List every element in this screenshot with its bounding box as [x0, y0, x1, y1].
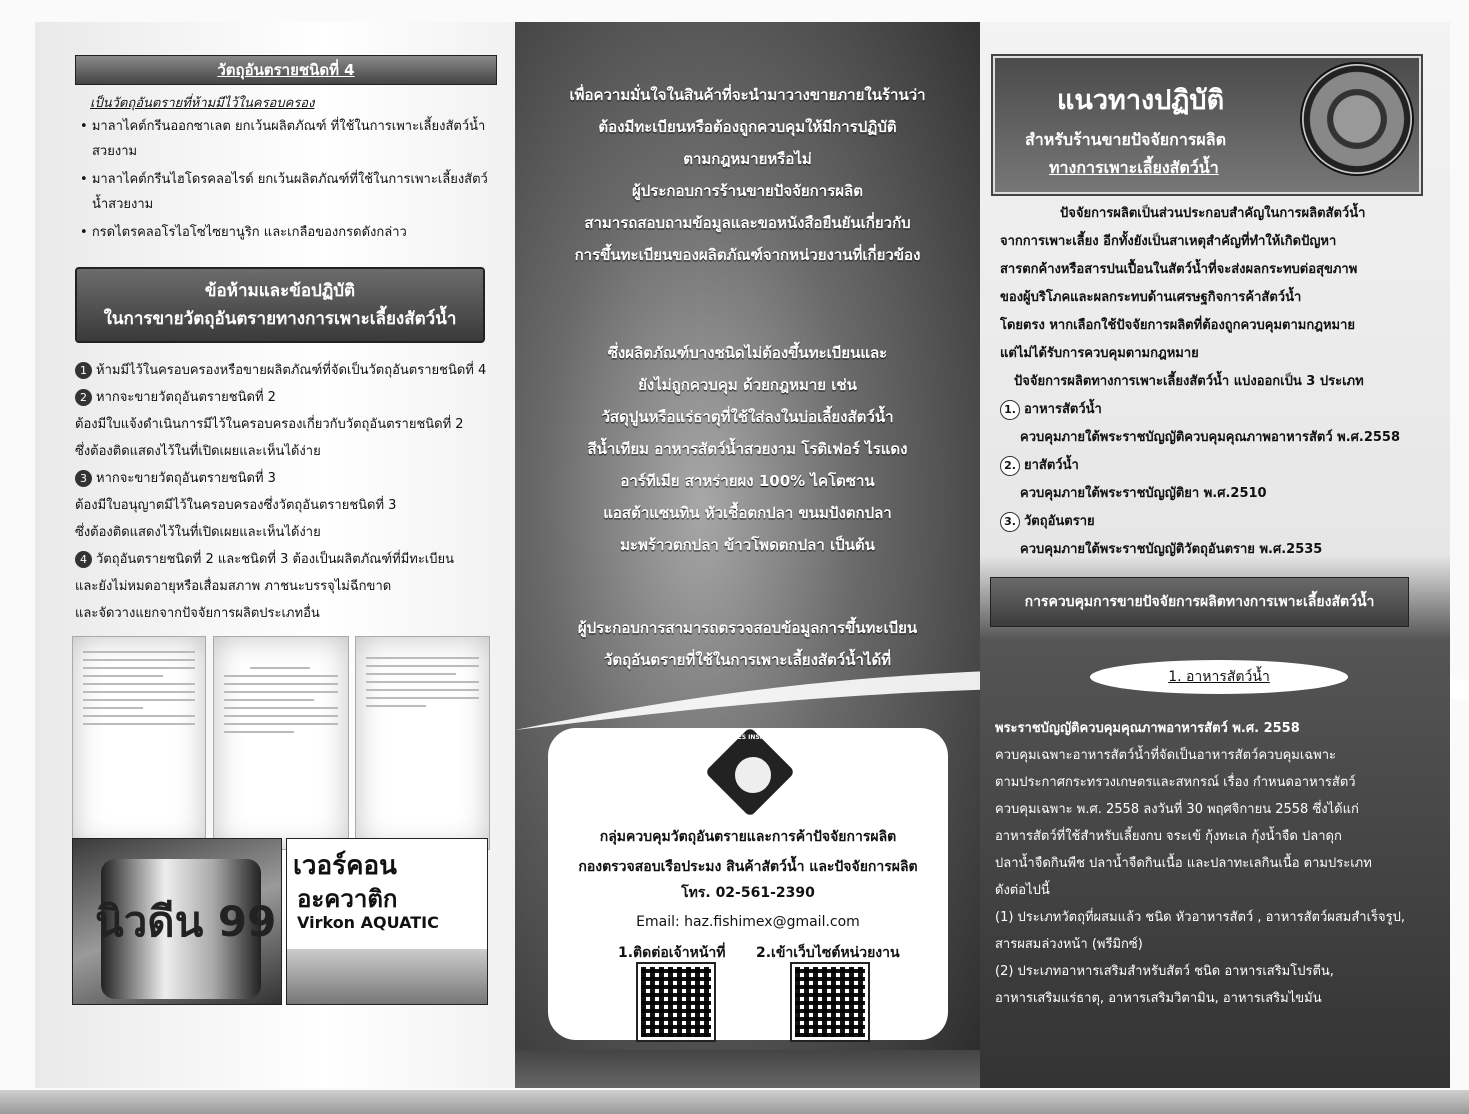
page-subtitle-1: สำหรับร้านขายปัจจัยการผลิต [1025, 130, 1226, 149]
product-photo-1 [72, 838, 282, 1005]
type-1-law: ควบคุมภายใต้พระราชบัญญัติควบคุมคุณภาพอาหารสัตว์ พ.ศ.2558 [1020, 430, 1401, 445]
product2-name-th: เวอร์คอน [293, 851, 397, 881]
rule-2: 2 หากจะขายวัตถุอันตรายชนิดที่ 2 [75, 384, 515, 411]
rules-heading-line2: ในการขายวัตถุอันตรายทางการเพาะเลี้ยงสัตว์น้ำ [103, 309, 457, 329]
type-3-law: ควบคุมภายใต้พระราชบัญญัติวัตถุอันตราย พ.ศ.2535 [1020, 542, 1323, 557]
qr1-label: 1.ติดต่อเจ้าหน้าที่ [618, 945, 726, 961]
hazard4-title: วัตถุอันตรายชนิดที่ 4 [75, 55, 497, 85]
middle-para-1: เพื่อความมั่นใจในสินค้าที่จะนำมาวางขายภายในร้านว่า ต้องมีทะเบียนหรือต้องถูกควบคุมให้มีการปฏิบัติ ตามกฎหมายหรือไม่ ผู้ประกอบการร้านขายปัจจัยการผลิต สามารถสอบถามข้อมูลและขอหนังสือยืนยันเกี่ยวกับ การขึ้นทะเบียนของผลิตภัณฑ์จากหน่วยงานที่เกี่ยวข้อง [569, 86, 926, 264]
badge-text: FISHERIES INSPECTION [710, 734, 790, 741]
org-line-1: กลุ่มควบคุมวัตถุอันตรายและการค้าปัจจัยการผลิต [599, 829, 897, 845]
feed-heading: 1. อาหารสัตว์น้ำ [1090, 660, 1348, 694]
contact-card [548, 728, 948, 1040]
hazard4-list [80, 114, 500, 248]
rule-4-line: และยังไม่หมดอายุหรือเสื่อมสภาพ ภาชนะบรรจุไม่ฉีกขาด [75, 579, 392, 594]
number-badge: 2 [75, 389, 92, 406]
rule-1: 1 ห้ามมีไว้ในครอบครองหรือขายผลิตภัณฑ์ที่จัดเป็นวัตถุอันตรายชนิดที่ 4 [75, 357, 515, 384]
rules-list [75, 357, 515, 627]
rule-4-line: และจัดวางแยกจากปัจจัยการผลิตประเภทอื่น [75, 606, 320, 621]
control-section-bar: การควบคุมการขายปัจจัยการผลิตทางการเพาะเลี้ยงสัตว์น้ำ [990, 577, 1409, 627]
middle-para-3: ผู้ประกอบการสามารถตรวจสอบข้อมูลการขึ้นทะเบียน วัตถุอันตรายที่ใช้ในการเพาะเลี้ยงสัตว์น้ำได้ที่ [577, 619, 918, 669]
rules-heading-line1: ข้อห้ามและข้อปฏิบัติ [204, 281, 356, 301]
list-item: • มาลาไคต์กรีนออกซาเลต ยกเว้นผลิตภัณฑ์ ที่ใช้ในการเพาะเลี้ยงสัตว์น้ำสวยงาม [80, 119, 486, 159]
document-image-1 [72, 636, 206, 850]
type-1: 1. อาหารสัตว์น้ำ [1000, 396, 1440, 424]
type-2-law: ควบคุมภายใต้พระราชบัญญัติยา พ.ศ.2510 [1020, 486, 1267, 501]
qr2-label: 2.เข้าเว็บไซต์หน่วยงาน [756, 945, 900, 961]
product2-name-en: Virkon AQUATIC [297, 913, 439, 932]
list-item: • กรดไตรคลอโรไอโซไซยานูริก และเกลือของกรดดังกล่าว [80, 225, 407, 240]
page-subtitle-2: ทางการเพาะเลี้ยงสัตว์น้ำ [1049, 158, 1219, 177]
org-line-2: กองตรวจสอบเรือประมง สินค้าสัตว์น้ำ และปัจจัยการผลิต [578, 859, 918, 875]
qr-code-website-icon[interactable] [792, 964, 868, 1040]
rule-4: 4 วัตถุอันตรายชนิดที่ 2 และชนิดที่ 3 ต้องเป็นผลิตภัณฑ์ที่มีทะเบียน [75, 546, 515, 573]
hazard4-subtitle: เป็นวัตถุอันตรายที่ห้ามมีไว้ในครอบครอง [90, 96, 315, 111]
rule-3-line: ต้องมีใบอนุญาตมีไว้ในครอบครองซึ่งวัตถุอันตรายชนิดที่ 3 [75, 498, 397, 513]
rule-3: 3 หากจะขายวัตถุอันตรายชนิดที่ 3 [75, 465, 515, 492]
page-shadow [0, 1090, 1469, 1114]
list-item: • มาลาไคต์กรีนไฮโดรคลอไรด์ ยกเว้นผลิตภัณฑ์ที่ใช้ในการเพาะเลี้ยงสัตว์น้ำสวยงาม [80, 172, 488, 212]
type-3: 3. วัตถุอันตราย [1000, 508, 1440, 536]
page-title: แนวทางปฏิบัติ [1057, 85, 1225, 116]
number-badge: 3 [75, 470, 92, 487]
number-badge: 4 [75, 551, 92, 568]
badge-emblem-icon [732, 754, 774, 796]
middle-para-2: ซึ่งผลิตภัณฑ์บางชนิดไม่ต้องขึ้นทะเบียนและ ยังไม่ถูกควบคุม ด้วยกฎหมาย เช่น วัสดุปูนหรือแร่ธาตุที่ใช้ใส่ลงในบ่อเลี้ยงสัตว์น้ำ สีน้ำเทียม อาหารสัตว์น้ำสวยงาม โรติเฟอร์ ไรแดง อาร์ทีเมีย สาหร่ายผง 100% ไคโตซาน แอสต้าแซนทิน หัวเชื้อตกปลา ขนมปังตกปลา มะพร้าวตกปลา ข้าวโพดตกปลา เป็นต้น [587, 344, 908, 554]
types-intro: ปัจจัยการผลิตทางการเพาะเลี้ยงสัตว์น้ำ แบ่งออกเป็น 3 ประเภท [1014, 374, 1364, 389]
phone: โทร. 02-561-2390 [681, 885, 815, 901]
rule-3-line: ซึ่งต้องติดแสดงไว้ในที่เปิดเผยและเห็นได้ง่าย [75, 525, 321, 540]
type-2: 2. ยาสัตว์น้ำ [1000, 452, 1440, 480]
document-image-2 [213, 636, 349, 850]
feed-paragraph: พระราชบัญญัติควบคุมคุณภาพอาหารสัตว์ พ.ศ. 2558 ควบคุมเฉพาะอาหารสัตว์น้ำที่จัดเป็นอาหารสัตว์ควบคุมเฉพาะ ตามประกาศกระทรวงเกษตรและสหกรณ์ เรื่อง กำหนดอาหารสัตว์ ควบคุมเฉพาะ พ.ศ. 2558 ลงวันที่ 30 พฤศจิกายน 2558 ซึ่งได้แก่ อาหารสัตว์ที่ใช้สำหรับเลี้ยงกบ จระเข้ กุ้งทะเล กุ้งน้ำจืด ปลาดุก ปลาน้ำจืดกินพืช ปลาน้ำจืดกินเนื้อ และปลาทะเลกินเนื้อ ตามประเภท ดังต่อไปนี้ (1) ประเภทวัตถุที่ผสมแล้ว ชนิด หัวอาหารสัตว์ , อาหารสัตว์ผสมสำเร็จรูป, สารผสมล่วงหน้า (พรีมิกซ์) (2) ประเภทอาหารเสริมสำหรับสัตว์ ชนิด อาหารเสริมโปรตีน, อาหารเสริมแร่ธาตุ, อาหารเสริมวิตามิน, อาหารเสริมไขมัน [995, 721, 1406, 1006]
department-seal-icon [1300, 62, 1414, 176]
types-list [1000, 396, 1440, 564]
product-name: นิวดีน 99 [95, 897, 277, 946]
rule-2-line: ต้องมีใบแจ้งดำเนินการมีไว้ในครอบครองเกี่ยวกับวัตถุอันตรายชนิดที่ 2 [75, 417, 464, 432]
qr-code-contact-icon[interactable] [638, 964, 714, 1040]
number-badge: 1 [75, 362, 92, 379]
product-photo-2 [286, 838, 488, 1005]
product2-name-th2: อะควาติก [297, 885, 398, 913]
rules-heading-box [75, 267, 485, 343]
product2-package [287, 949, 487, 1004]
bottom-band [515, 1050, 980, 1088]
document-image-3 [355, 636, 490, 850]
rule-2-line: ซึ่งต้องติดแสดงไว้ในที่เปิดเผยและเห็นได้ง่าย [75, 444, 321, 459]
email[interactable]: Email: haz.fishimex@gmail.com [636, 914, 860, 930]
intro-paragraph: ปัจจัยการผลิตเป็นส่วนประกอบสำคัญในการผลิตสัตว์น้ำ จากการเพาะเลี้ยง อีกทั้งยังเป็นสาเหตุสำคัญที่ทำให้เกิดปัญหา สารตกค้างหรือสารปนเปื้อนในสัตว์น้ำที่จะส่งผลกระทบต่อสุขภาพ ของผู้บริโภคและผลกระทบด้านเศรษฐกิจการค้าสัตว์น้ำ โดยตรง หากเลือกใช้ปัจจัยการผลิตที่ต้องถูกควบคุมตามกฎหมาย แต่ไม่ได้รับการควบคุมตามกฎหมาย [1000, 206, 1366, 361]
